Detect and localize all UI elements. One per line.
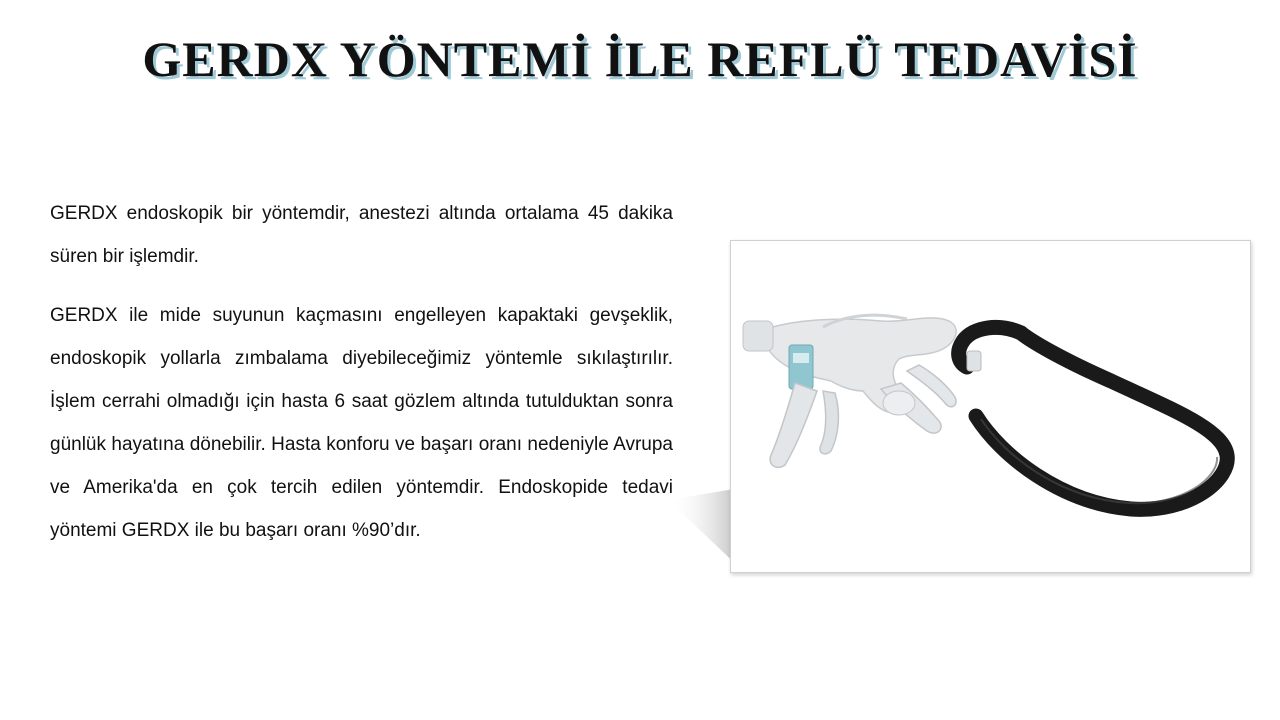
paragraph-intro: GERDX endoskopik bir yöntemdir, anestezi altında ortalama 45 dakika süren bir işlemdir. [50, 203, 673, 267]
body-text [50, 192, 673, 552]
slide-title: GERDX YÖNTEMİ İLE REFLÜ TEDAVİSİ [142, 31, 1138, 87]
gerdx-device-illustration [731, 241, 1250, 572]
paragraph-details: GERDX ile mide suyunun kaçmasını engelleyen kapaktaki gevşeklik, endoskopik yollarla zımbalama diyebileceğimiz yöntemle sıkılaştırılır. İşlem cerrahi olmadığı için hasta 6 saat gözlem altında tutulduktan sonra günlük hayatına dönebilir. Hasta konforu ve başarı oranı nedeniyle Avrupa ve Amerika'da en çok tercih edilen yöntemdir. Endoskopide tedavi yöntemi GERDX ile bu başarı oranı %90’dır. [50, 305, 673, 541]
image-shadow [660, 488, 740, 568]
device-photo [730, 240, 1251, 573]
